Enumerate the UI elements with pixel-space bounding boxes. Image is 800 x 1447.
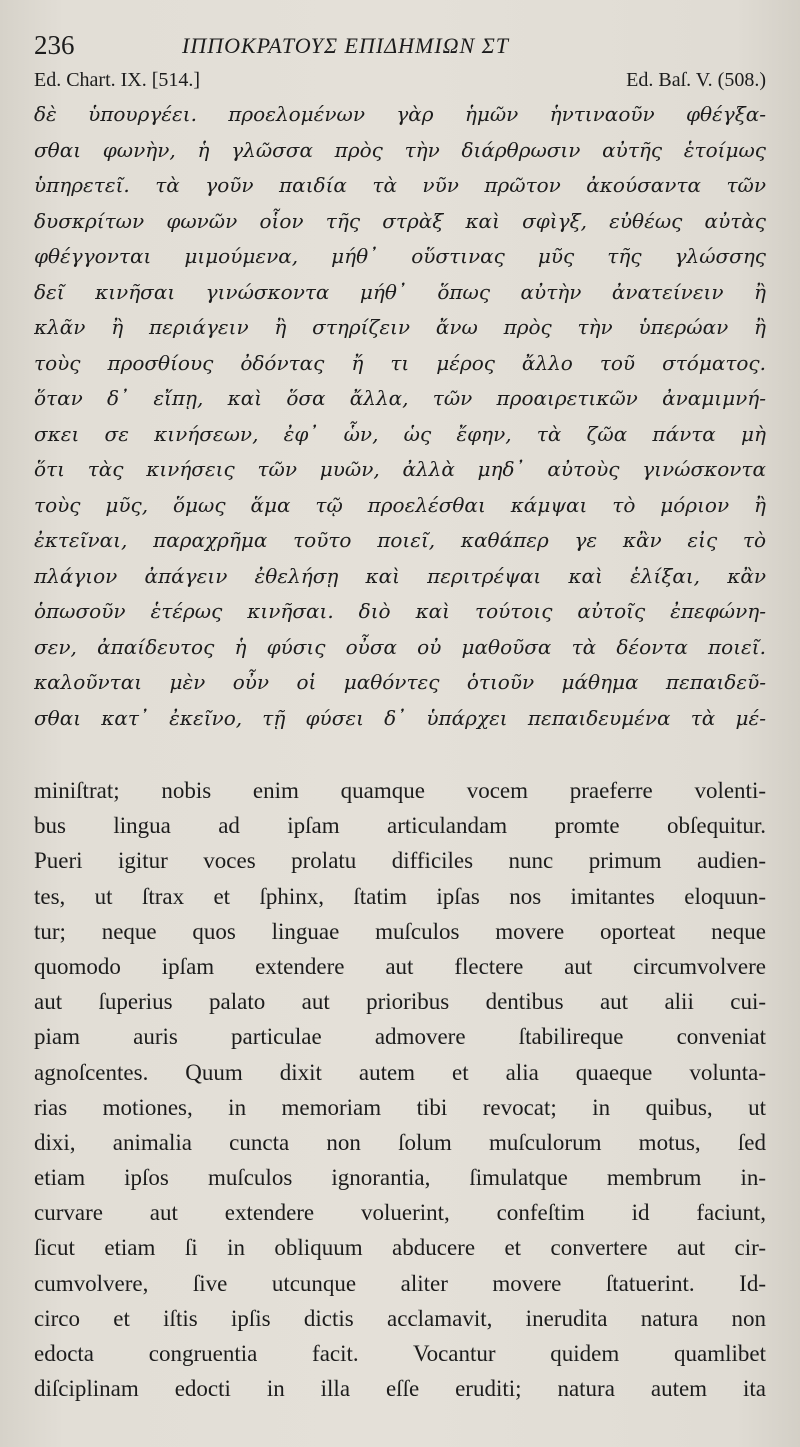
greek-text-block [34,97,766,736]
latin-text-block [34,773,766,1406]
greek-text-line: καλοῦνται μὲν οὖν οἱ μαθόντες ὁτιοῦν μάθημα πεπαιδεῦ- [34,670,766,694]
edition-reference-basel: Ed. Baſ. V. (508.) [626,69,766,91]
greek-text-line: δὲ ὑπουργέει. προελομένων γὰρ ἡμῶν ἡντιναοῦν φθέγξα- [34,102,766,126]
latin-text-line: miniſtrat; nobis enim quamque vocem praeferre volenti- [34,778,766,803]
greek-text-line: ὅτι τὰς κινήσεις τῶν μυῶν, ἀλλὰ μηδ᾽ αὐτοὺς γινώσκοντα [34,457,766,481]
latin-text-line: quomodo ipſam extendere aut flectere aut circumvolvere [34,953,766,979]
greek-text-line: ὅταν δ᾽ εἴπῃ, καὶ ὅσα ἄλλα, τῶν προαιρετικῶν ἀναμιμνή- [34,386,766,410]
greek-text-line: ὁπωσοῦν ἑτέρως κινῆσαι. διὸ καὶ τούτοις αὐτοῖς ἐπεφώνη- [34,599,766,623]
running-title: ΙΠΠΟΚΡΑΤΟΥΣ ΕΠΙΔΗΜΙΩΝ ΣΤ [182,33,510,58]
greek-text-line: τοὺς μῦς, ὅμως ἅμα τῷ προελέσθαι κάμψαι τὸ μόριον ἢ [34,492,766,517]
greek-text-line: ἐκτεῖναι, παραχρῆμα τοῦτο ποιεῖ, καθάπερ γε κἂν εἰς τὸ [34,528,766,552]
edition-references [34,69,766,97]
latin-text-line: Pueri igitur voces prolatu difficiles nunc primum audien- [34,848,766,874]
latin-text-line: aut ſuperius palato aut prioribus dentibus aut alii cui- [34,989,766,1015]
edition-reference-chart: Ed. Chart. IX. [514.] [34,69,201,91]
greek-text-line: πλάγιον ἀπάγειν ἐθελήσῃ καὶ περιτρέψαι καὶ ἑλίξαι, κἂν [34,563,766,588]
greek-text-line: φθέγγονται μιμούμενα, μήθ᾽ οὕστινας μῦς τῆς γλώσσης [34,244,766,268]
latin-text-line: diſciplinam edocti in illa eſſe eruditi; natura autem ita [34,1376,766,1402]
latin-text-line: tur; neque quos linguae muſculos movere oporteat neque [34,918,766,944]
greek-text-line: τοὺς προσθίους ὀδόντας ἤ τι μέρος ἄλλο τοῦ στόματος. [34,350,766,375]
latin-text-line: ſicut etiam ſi in obliquum abducere et convertere aut cir- [34,1235,766,1261]
latin-text-line: agnoſcentes. Quum dixit autem et alia quaeque volunta- [34,1059,766,1085]
latin-text-line: dixi, animalia cuncta non ſolum muſculorum motus, ſed [34,1129,766,1155]
greek-text-line: ὑπηρετεῖ. τὰ γοῦν παιδία τὰ νῦν πρῶτον ἀκούσαντα τῶν [34,173,766,197]
greek-text-line: σεν, ἀπαίδευτος ἡ φύσις οὖσα οὐ μαθοῦσα τὰ δέοντα ποιεῖ. [34,634,766,659]
page-number: 236 [34,30,75,60]
greek-text-line: δεῖ κινῆσαι γινώσκοντα μήθ᾽ ὅπως αὐτὴν ἀνατείνειν ἢ [34,279,766,304]
latin-text-line: curvare aut extendere voluerint, confeſtim id faciunt, [34,1200,766,1226]
latin-text-line: piam auris particulae admovere ſtabilireque conveniat [34,1024,766,1050]
page-header [34,30,774,66]
greek-text-line: κλᾶν ἢ περιάγειν ἢ στηρίζειν ἄνω πρὸς τὴν ὑπερώαν ἢ [34,315,766,339]
greek-text-line: δυσκρίτων φωνῶν οἷον τῆς στρὰξ καὶ σφὶγξ, εὐθέως αὐτὰς [34,208,766,233]
latin-text-line: cumvolvere, ſive utcunque aliter movere ſtatuerint. Id- [34,1270,766,1296]
latin-text-line: etiam ipſos muſculos ignorantia, ſimulatque membrum in- [34,1165,766,1191]
greek-text-line: σκει σε κινήσεων, ἐφ᾽ ὧν, ὡς ἔφην, τὰ ζῶα πάντα μὴ [34,421,766,446]
greek-text-line: σθαι κατ᾽ ἐκεῖνο, τῇ φύσει δ᾽ ὑπάρχει πεπαιδευμένα τὰ μέ- [34,705,766,730]
latin-text-line: rias motiones, in memoriam tibi revocat; in quibus, ut [34,1094,766,1120]
latin-text-line: edocta congruentia facit. Vocantur quidem quamlibet [34,1341,766,1366]
latin-text-line: circo et iſtis ipſis dictis acclamavit, ineruditа natura non [34,1305,766,1331]
greek-text-line: σθαι φωνὴν, ἡ γλῶσσα πρὸς τὴν διάρθρωσιν αὐτῆς ἑτοίμως [34,137,766,162]
latin-text-line: bus lingua ad ipſam articulandam promte obſequitur. [34,813,766,839]
latin-text-line: tes, ut ſtrax et ſphinx, ſtatim ipſas nos imitantes eloquun- [34,883,766,909]
